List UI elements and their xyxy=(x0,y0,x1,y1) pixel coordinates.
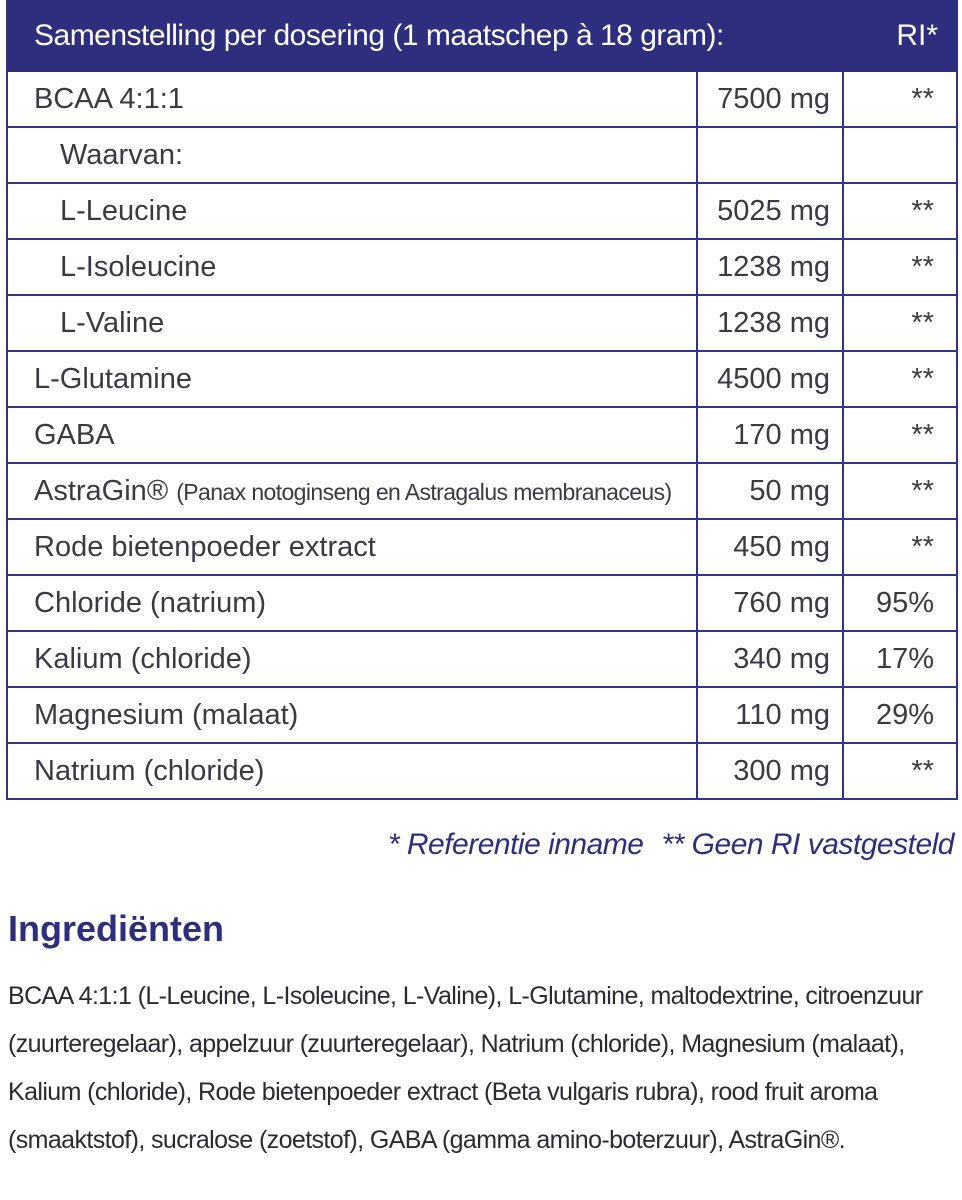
row-name: Chloride (natrium) xyxy=(7,575,697,631)
table-row xyxy=(7,687,957,743)
row-amount: 450 mg xyxy=(697,519,843,575)
row-amount: 760 mg xyxy=(697,575,843,631)
table-row xyxy=(7,407,957,463)
table-row xyxy=(7,743,957,799)
row-amount: 1238 mg xyxy=(697,295,843,351)
row-name: L-Leucine xyxy=(7,183,697,239)
row-name: Rode bietenpoeder extract xyxy=(7,519,697,575)
row-ri: 95% xyxy=(843,575,957,631)
nutrition-table-panel xyxy=(6,0,956,800)
table-row xyxy=(7,71,957,127)
table-row xyxy=(7,351,957,407)
row-ri: ** xyxy=(843,295,957,351)
row-ri: 29% xyxy=(843,687,957,743)
row-amount: 4500 mg xyxy=(697,351,843,407)
row-ri: ** xyxy=(843,183,957,239)
ingredients-title: Ingrediënten xyxy=(8,908,225,949)
row-ri: ** xyxy=(843,71,957,127)
row-ri: ** xyxy=(843,519,957,575)
row-name: L-Isoleucine xyxy=(7,239,697,295)
row-ri: ** xyxy=(843,743,957,799)
ingredients-text: BCAA 4:1:1 (L-Leucine, L-Isoleucine, L-Valine), L-Glutamine, maltodextrine, citroenzuur (zuurteregelaar), appelzuur (zuurteregelaar), Natrium (chloride), Magnesium (malaat), Kalium (chloride), Rode bietenpoeder extract (Beta vulgaris rubra), rood fruit aroma (smaaktstof), sucralose (zoetstof), GABA (gamma amino-boterzuur), AstraGin®. xyxy=(8,982,923,1154)
row-name: Magnesium (malaat) xyxy=(7,687,697,743)
row-amount: 170 mg xyxy=(697,407,843,463)
table-row xyxy=(7,183,957,239)
row-ri: ** xyxy=(843,351,957,407)
row-ri: ** xyxy=(843,407,957,463)
row-amount: 7500 mg xyxy=(697,71,843,127)
row-amount: 1238 mg xyxy=(697,239,843,295)
row-ri xyxy=(843,127,957,183)
row-name: BCAA 4:1:1 xyxy=(7,71,697,127)
row-name-detail: (Panax notoginseng en Astragalus membranaceus) xyxy=(176,478,672,505)
row-amount: 50 mg xyxy=(697,463,843,519)
ri-footnote-none: ** Geen RI vastgesteld xyxy=(661,828,954,861)
ri-footnote-reference: * Referentie inname xyxy=(387,828,644,861)
table-header-title: Samenstelling per dosering (1 maatschep à 18 gram): xyxy=(7,1,843,71)
table-row xyxy=(7,239,957,295)
row-name: AstraGin® (Panax notoginseng en Astragalus membranaceus) xyxy=(7,463,697,519)
row-name: L-Glutamine xyxy=(7,351,697,407)
table-row xyxy=(7,127,957,183)
table-row xyxy=(7,631,957,687)
row-name: L-Valine xyxy=(7,295,697,351)
table-header-row xyxy=(7,1,957,71)
table-row xyxy=(7,575,957,631)
table-header-ri: RI* xyxy=(843,1,957,71)
row-amount: 110 mg xyxy=(697,687,843,743)
row-ri: ** xyxy=(843,463,957,519)
row-ri: ** xyxy=(843,239,957,295)
row-ri: 17% xyxy=(843,631,957,687)
row-name: GABA xyxy=(7,407,697,463)
row-amount: 300 mg xyxy=(697,743,843,799)
table-row xyxy=(7,463,957,519)
table-row xyxy=(7,519,957,575)
row-amount: 5025 mg xyxy=(697,183,843,239)
row-amount xyxy=(697,127,843,183)
table-row xyxy=(7,295,957,351)
row-name: Kalium (chloride) xyxy=(7,631,697,687)
row-amount: 340 mg xyxy=(697,631,843,687)
ri-footnote xyxy=(6,828,954,862)
row-name: Waarvan: xyxy=(7,127,697,183)
row-name: Natrium (chloride) xyxy=(7,743,697,799)
nutrition-table xyxy=(6,0,958,800)
